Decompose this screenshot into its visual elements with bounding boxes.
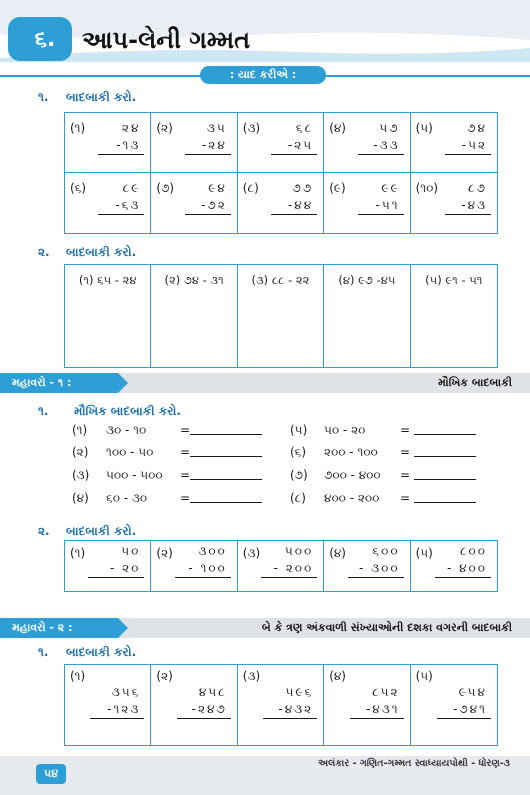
equals-sign: = bbox=[400, 468, 411, 482]
problem-cell bbox=[411, 113, 497, 173]
subtrahend: - ૨૦ bbox=[109, 561, 141, 575]
question-number: ૧. bbox=[38, 645, 49, 659]
minuend: ૩૫ bbox=[206, 121, 227, 135]
answer-line bbox=[350, 718, 404, 719]
problem-cell bbox=[411, 541, 497, 591]
book-title: અલંકાર - ગણિત-ગમ્મત સ્વાધ્યાયપોથી - ધોરણ-૩ bbox=[318, 758, 510, 769]
recall-banner bbox=[0, 66, 530, 84]
problem-expression: ૫૦ - ૨૦ bbox=[324, 423, 366, 437]
problem-expression: (૫) ૯૧ - ૫૧ bbox=[425, 273, 483, 287]
answer-line bbox=[435, 577, 491, 578]
minuend: ૬૮ bbox=[295, 121, 314, 135]
subtrahend: -૭૪૧ bbox=[453, 702, 487, 716]
equals-sign: = bbox=[400, 445, 411, 459]
answer-line bbox=[185, 214, 231, 215]
problem-expression: ૪૦૦ - ૨૦૦ bbox=[324, 491, 380, 505]
subtrahend: -૭૨ bbox=[201, 198, 227, 212]
subtrahend: -૫૨ bbox=[461, 138, 487, 152]
problem-label: (૬) bbox=[290, 445, 307, 459]
answer-line bbox=[261, 577, 317, 578]
problem-label: (૭) bbox=[156, 181, 175, 195]
problem-expression: (૪) ૯૭ -૪૫ bbox=[338, 273, 396, 287]
problem-cell bbox=[65, 173, 151, 233]
minuend: ૩૦૦ bbox=[198, 544, 227, 558]
problem-cell bbox=[238, 113, 324, 173]
problem-cell bbox=[151, 265, 237, 367]
answer-line bbox=[177, 718, 231, 719]
subtrahend: - ૨૦૦ bbox=[273, 561, 314, 575]
subtrahend: -૨૪ bbox=[201, 138, 227, 152]
subtrahend: -૫૧ bbox=[375, 198, 400, 212]
problem-cell bbox=[324, 665, 410, 745]
minuend: ૩૫૬ bbox=[111, 685, 141, 699]
answer-line bbox=[358, 154, 404, 155]
practice-tag: મહાવરો - ૧ : bbox=[0, 373, 118, 393]
subtrahend: - ૧૦૦ bbox=[188, 561, 227, 575]
question-text: બાદબાકી કરો. bbox=[66, 245, 137, 259]
problem-cell bbox=[324, 113, 410, 173]
answer-blank bbox=[190, 456, 262, 457]
subtraction-grid bbox=[64, 264, 498, 368]
problem-label: (૨) bbox=[72, 445, 89, 459]
problem-label: (૪) bbox=[329, 669, 346, 683]
subtrahend: -૩૩ bbox=[373, 138, 400, 152]
question-number: ૧. bbox=[38, 90, 49, 104]
equals-sign: = bbox=[180, 445, 191, 459]
problem-expression: ૨૦૦ - ૧૦૦ bbox=[324, 445, 378, 459]
chapter-header bbox=[0, 0, 530, 62]
problem-label: (૯) bbox=[329, 181, 346, 195]
problem-cell bbox=[65, 265, 151, 367]
problem-expression: (૧) ૬૫ - ૨૪ bbox=[78, 273, 137, 287]
answer-line bbox=[263, 718, 317, 719]
minuend: ૮૫૨ bbox=[372, 685, 400, 699]
subtrahend: -૨૪૭ bbox=[191, 702, 227, 716]
question-text: બાદબાકી કરો. bbox=[66, 645, 137, 659]
minuend: ૭૭ bbox=[292, 181, 314, 195]
problem-label: (૭) bbox=[290, 468, 308, 482]
problem-label: (૬) bbox=[70, 181, 87, 195]
problem-label: (૪) bbox=[329, 121, 346, 135]
answer-line bbox=[445, 154, 491, 155]
question-number: ૨. bbox=[38, 524, 50, 538]
answer-line bbox=[98, 214, 144, 215]
answer-blank bbox=[414, 434, 476, 435]
subtrahend: -૪૪ bbox=[287, 198, 314, 212]
question-text: મૌખિક બાદબાકી કરો. bbox=[74, 404, 181, 418]
problem-cell bbox=[238, 665, 324, 745]
page-number: ૫૪ bbox=[36, 764, 66, 784]
problem-label: (૩) bbox=[242, 546, 261, 560]
problem-label: (૨) bbox=[156, 121, 173, 135]
problem-label: (૧૦) bbox=[415, 181, 439, 195]
answer-blank bbox=[190, 434, 262, 435]
problem-label: (૩) bbox=[242, 121, 261, 135]
problem-cell bbox=[151, 665, 237, 745]
problem-cell bbox=[65, 665, 151, 745]
problem-label: (૧) bbox=[72, 423, 88, 437]
problem-label: (૫) bbox=[290, 423, 308, 437]
minuend: ૮૦૦ bbox=[459, 544, 487, 558]
problem-cell bbox=[238, 173, 324, 233]
subtrahend: -૬૩ bbox=[115, 198, 141, 212]
answer-line bbox=[90, 718, 144, 719]
minuend: ૫૦ bbox=[121, 544, 141, 558]
problem-label: (૮) bbox=[242, 181, 259, 195]
answer-line bbox=[271, 154, 317, 155]
problem-cell bbox=[238, 541, 324, 591]
problem-label: (૧) bbox=[70, 669, 86, 683]
question-text: બાદબાકી કરો. bbox=[66, 524, 137, 538]
oral-item bbox=[290, 442, 490, 462]
oral-item bbox=[290, 488, 490, 508]
problem-expression: ૧૦૦ - ૫૦ bbox=[106, 445, 154, 459]
problem-cell bbox=[324, 173, 410, 233]
problem-expression: ૩૦ - ૧૦ bbox=[106, 423, 147, 437]
problem-cell bbox=[324, 265, 410, 367]
equals-sign: = bbox=[400, 423, 411, 437]
answer-line bbox=[271, 214, 317, 215]
equals-sign: = bbox=[400, 491, 411, 505]
minuend: ૫૯૬ bbox=[285, 685, 314, 699]
minuend: ૬૦૦ bbox=[372, 544, 400, 558]
subtrahend: -૧૨૩ bbox=[107, 702, 141, 716]
problem-label: (૩) bbox=[242, 669, 261, 683]
subtrahend: -૪૩૨ bbox=[278, 702, 314, 716]
problem-cell bbox=[65, 541, 151, 591]
answer-line bbox=[348, 577, 404, 578]
subtraction-grid bbox=[64, 664, 498, 746]
problem-label: (૪) bbox=[329, 546, 346, 560]
minuend: ૯૪ bbox=[208, 181, 227, 195]
answer-line bbox=[88, 577, 144, 578]
answer-blank bbox=[414, 479, 476, 480]
problem-label: (૧) bbox=[70, 121, 86, 135]
minuend: ૪૫૮ bbox=[198, 685, 227, 699]
problem-label: (૫) bbox=[415, 121, 433, 135]
problem-label: (૧) bbox=[70, 546, 86, 560]
oral-item bbox=[72, 465, 282, 485]
subtraction-grid bbox=[64, 540, 498, 592]
equals-sign: = bbox=[180, 491, 191, 505]
problem-label: (૫) bbox=[415, 669, 433, 683]
question-number: ૨. bbox=[38, 245, 50, 259]
problem-cell bbox=[411, 665, 497, 745]
minuend: ૭૪ bbox=[467, 121, 487, 135]
subtrahend: -૧૩ bbox=[116, 138, 141, 152]
problem-cell bbox=[151, 113, 237, 173]
minuend: ૨૪ bbox=[121, 121, 141, 135]
minuend: ૯૫૪ bbox=[458, 685, 487, 699]
practice-tag: મહાવરો - ૨ : bbox=[0, 618, 118, 638]
problem-expression: ૬૦ - ૩૦ bbox=[106, 491, 148, 505]
header-wave-background bbox=[0, 0, 530, 62]
subtrahend: - ૩૦૦ bbox=[359, 561, 400, 575]
problem-expression: (૩) ૮૮ - ૨૨ bbox=[251, 273, 310, 287]
page-footer bbox=[0, 756, 530, 795]
answer-line bbox=[358, 214, 404, 215]
problem-cell bbox=[324, 541, 410, 591]
answer-blank bbox=[414, 502, 476, 503]
problem-cell bbox=[411, 173, 497, 233]
answer-blank bbox=[414, 456, 476, 457]
question-text: બાદબાકી કરો. bbox=[66, 90, 137, 104]
minuend: ૮૯ bbox=[122, 181, 141, 195]
problem-label: (૫) bbox=[415, 546, 433, 560]
question-number: ૧. bbox=[38, 404, 49, 418]
problem-label: (૪) bbox=[72, 491, 89, 505]
problem-cell bbox=[65, 113, 151, 173]
practice-title: મૌખિક બાદબાકી bbox=[438, 376, 512, 389]
chapter-number: ૬. bbox=[34, 27, 56, 52]
practice-band bbox=[0, 618, 530, 638]
problem-cell bbox=[238, 265, 324, 367]
answer-line bbox=[185, 154, 231, 155]
subtraction-grid bbox=[64, 112, 498, 234]
subtrahend: -૨૫ bbox=[287, 138, 314, 152]
chapter-title: આપ-લેની ગમ્મત bbox=[82, 26, 251, 54]
problem-expression: ૭૦૦ - ૪૦૦ bbox=[324, 468, 381, 482]
problem-expression: (૨) ૭૪ - ૩૧ bbox=[164, 273, 224, 287]
answer-line bbox=[98, 154, 144, 155]
equals-sign: = bbox=[180, 468, 191, 482]
minuend: ૫૭ bbox=[379, 121, 400, 135]
problem-cell bbox=[151, 173, 237, 233]
oral-item bbox=[72, 488, 282, 508]
equals-sign: = bbox=[180, 423, 191, 437]
problem-label: (૮) bbox=[290, 491, 306, 505]
oral-item bbox=[72, 420, 282, 440]
problem-expression: ૫૦૦ - ૫૦૦ bbox=[106, 468, 163, 482]
answer-blank bbox=[190, 502, 262, 503]
recall-label: : યાદ કરીએ : bbox=[200, 66, 326, 84]
minuend: ૮૭ bbox=[468, 181, 487, 195]
problem-label: (૨) bbox=[156, 669, 173, 683]
practice-band bbox=[0, 373, 530, 393]
subtrahend: -૪૩૧ bbox=[365, 702, 400, 716]
answer-blank bbox=[190, 479, 262, 480]
subtrahend: - ૪૦૦ bbox=[446, 561, 487, 575]
problem-label: (૨) bbox=[156, 546, 173, 560]
oral-item bbox=[290, 420, 490, 440]
answer-line bbox=[445, 214, 491, 215]
minuend: ૫૦૦ bbox=[284, 544, 314, 558]
oral-item bbox=[290, 465, 490, 485]
minuend: ૯૯ bbox=[381, 181, 400, 195]
practice-title: બે કે ત્રણ અંકવાળી સંખ્યાઓની દશકા વગરની બાદબાકી bbox=[261, 621, 512, 634]
problem-cell bbox=[411, 265, 497, 367]
answer-line bbox=[437, 718, 491, 719]
subtrahend: -૪૩ bbox=[461, 198, 487, 212]
oral-item bbox=[72, 442, 282, 462]
problem-label: (૩) bbox=[72, 468, 90, 482]
answer-line bbox=[175, 577, 231, 578]
problem-cell bbox=[151, 541, 237, 591]
